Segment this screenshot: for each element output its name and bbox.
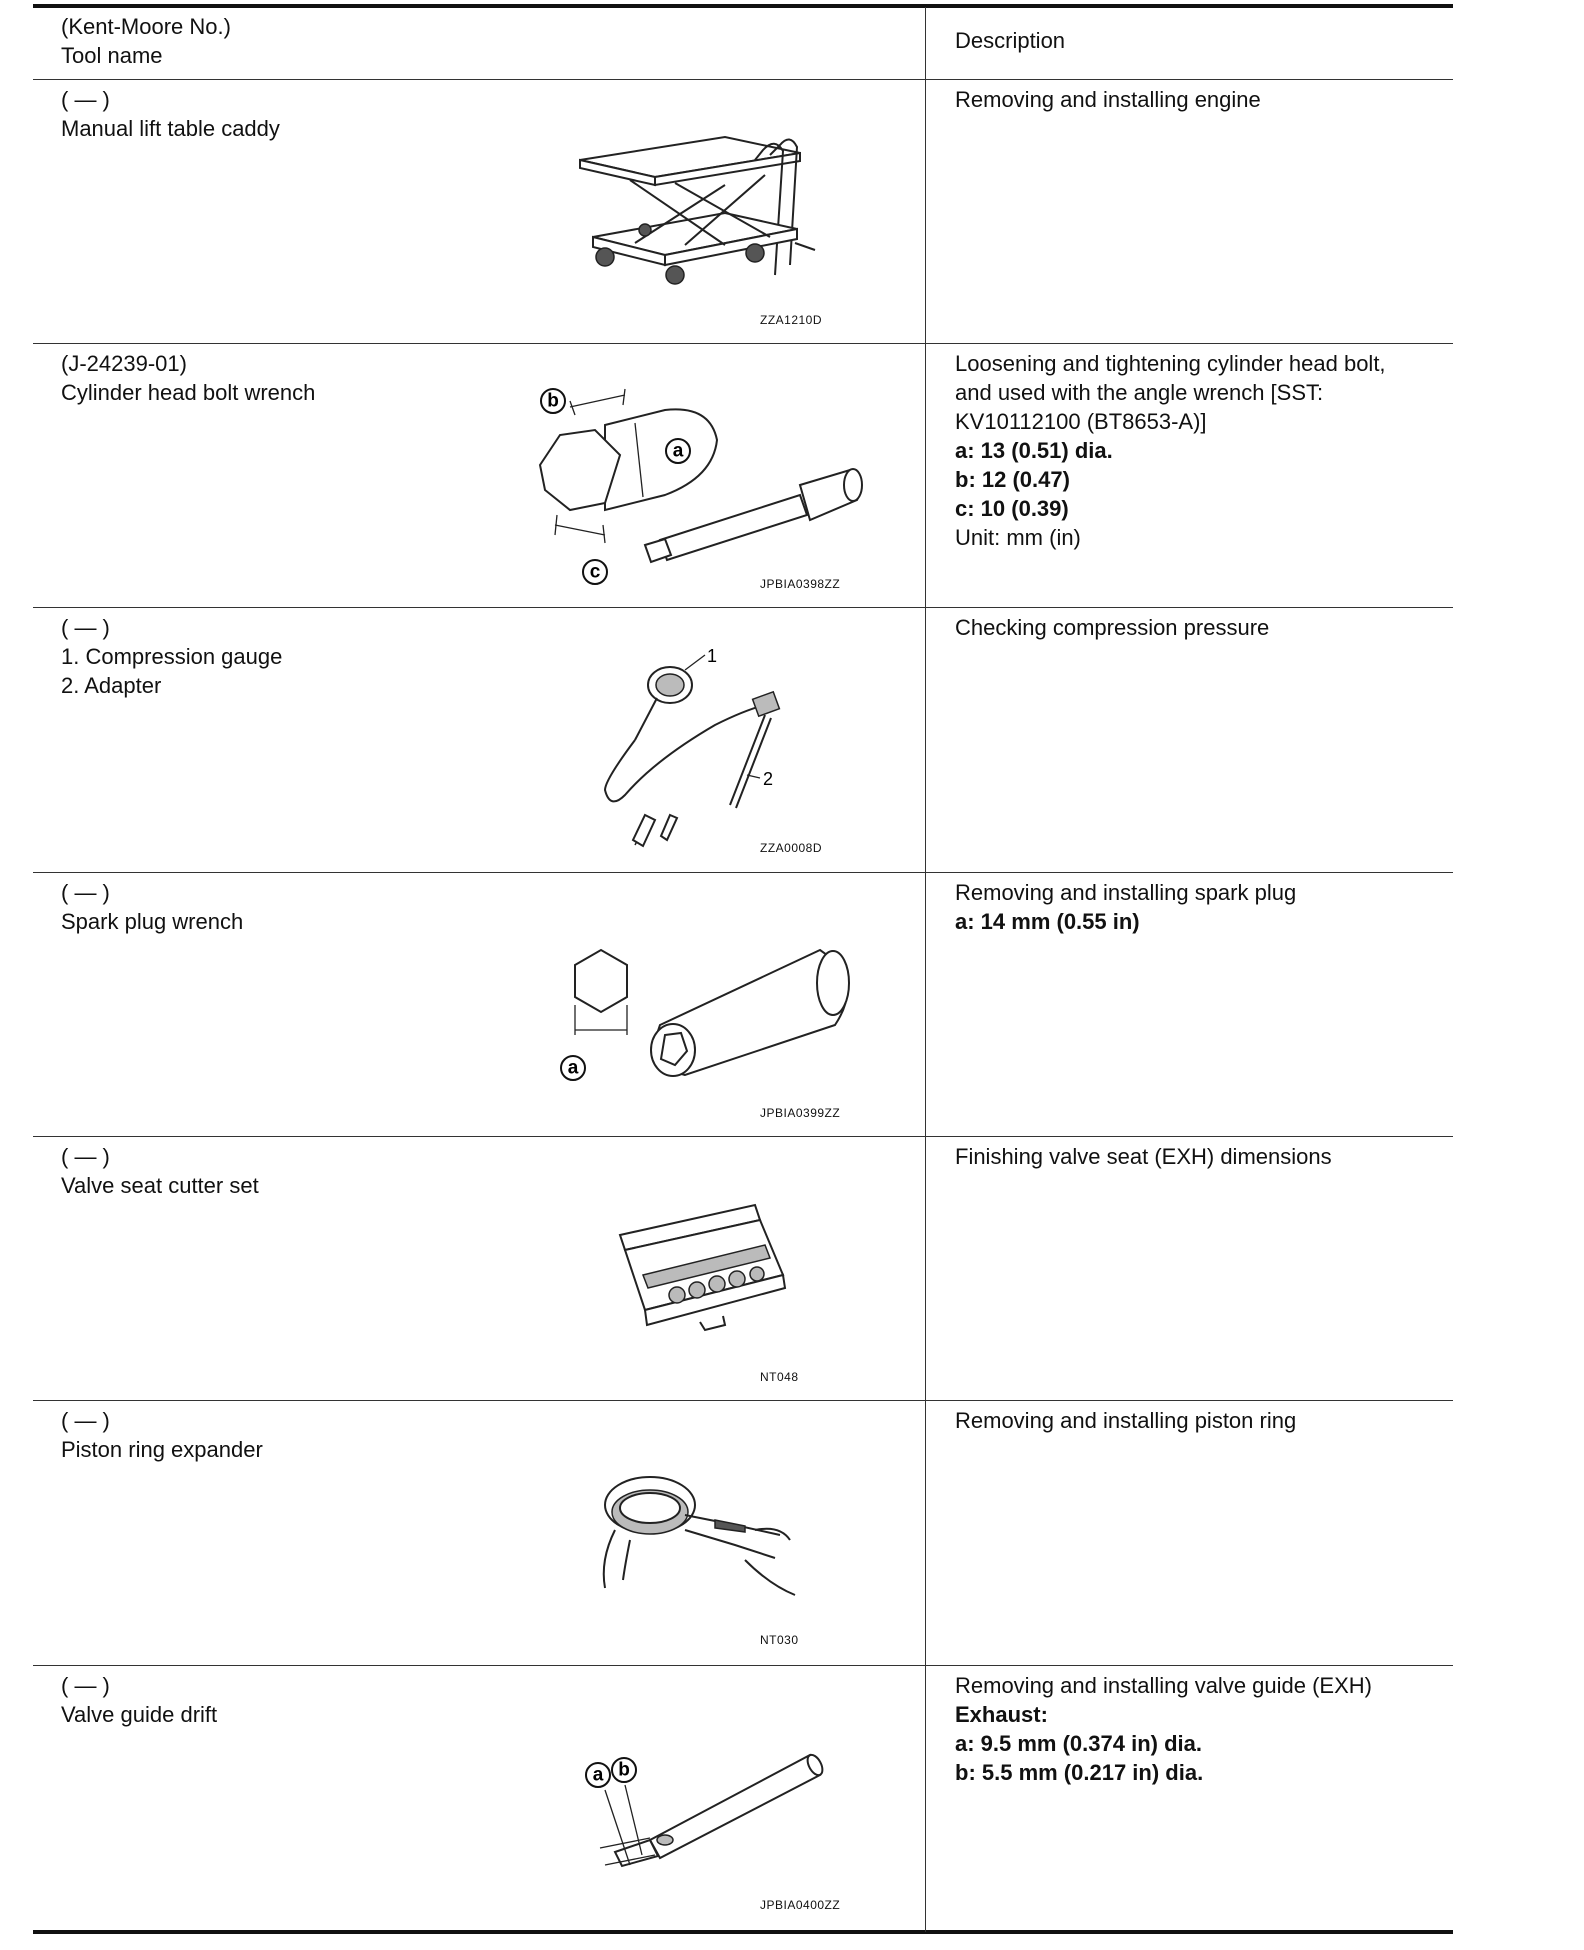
part-number: ( — )	[61, 880, 110, 905]
spark-plug-wrench-illustration	[535, 935, 875, 1095]
table-row	[61, 1142, 259, 1200]
tool-name: Valve guide drift	[61, 1702, 218, 1727]
description-line: Finishing valve seat (EXH) dimensions	[955, 1144, 1332, 1169]
label-b: b	[618, 1759, 630, 1781]
column-divider	[925, 7, 926, 1932]
dimension-a: a: 14 mm (0.55 in)	[955, 909, 1140, 934]
row-divider	[33, 1400, 1453, 1401]
table-row	[61, 349, 315, 407]
tool-name: 1. Compression gauge	[61, 644, 283, 669]
valve-guide-drift-illustration	[580, 1740, 830, 1880]
label-a: a	[672, 440, 684, 462]
description-line: Loosening and tightening cylinder head bolt,	[955, 351, 1386, 376]
dimension-c: c: 10 (0.39)	[955, 496, 1069, 521]
tool-description	[955, 878, 1425, 936]
description-line: Removing and installing piston ring	[955, 1408, 1297, 1433]
part-number: ( — )	[61, 87, 110, 112]
tool-name: Cylinder head bolt wrench	[61, 380, 316, 405]
figure-code: ZZA0008D	[760, 841, 823, 855]
label-a: a	[592, 1764, 604, 1786]
row-divider	[33, 343, 1453, 344]
row-divider	[33, 607, 1453, 608]
figure-code: JPBIA0399ZZ	[760, 1106, 841, 1120]
part-number: ( — )	[61, 1408, 110, 1433]
row-divider	[33, 1665, 1453, 1666]
tool-name: Valve seat cutter set	[61, 1173, 259, 1198]
section-label: Exhaust:	[955, 1702, 1048, 1727]
figure-code: ZZA1210D	[760, 313, 823, 327]
tool-description	[955, 85, 1425, 114]
lift-table-illustration	[575, 125, 825, 335]
compression-gauge-illustration	[595, 646, 795, 855]
table-row	[61, 613, 282, 700]
row-divider	[33, 1136, 1453, 1137]
description-line: KV10112100 (BT8653-A)]	[955, 409, 1207, 434]
part-number: (J-24239-01)	[61, 351, 187, 376]
part-number: ( — )	[61, 615, 110, 640]
figure-code: JPBIA0398ZZ	[760, 577, 841, 591]
dimension-b: b: 12 (0.47)	[955, 467, 1070, 492]
table-row	[61, 1671, 217, 1729]
header-kent-moore-label: (Kent-Moore No.)	[61, 14, 231, 39]
label-a: a	[567, 1057, 579, 1079]
tool-description	[955, 349, 1425, 552]
tool-description	[955, 1142, 1425, 1171]
dimension-a: a: 9.5 mm (0.374 in) dia.	[955, 1731, 1202, 1756]
header-description-label: Description	[955, 28, 1066, 53]
unit-note: Unit: mm (in)	[955, 525, 1081, 550]
figure-code: NT048	[760, 1370, 799, 1384]
label-b: b	[547, 390, 559, 412]
header-tool-name-label: Tool name	[61, 43, 163, 68]
description-line: Checking compression pressure	[955, 615, 1270, 640]
table-row	[61, 878, 243, 936]
part-number: ( — )	[61, 1673, 110, 1698]
description-line: and used with the angle wrench [SST:	[955, 380, 1324, 405]
head-bolt-wrench-illustration	[535, 385, 875, 600]
row-divider	[33, 872, 1453, 873]
figure-code: JPBIA0400ZZ	[760, 1898, 841, 1912]
tool-description	[955, 1406, 1425, 1435]
part-number: ( — )	[61, 1144, 110, 1169]
tool-name: Manual lift table caddy	[61, 116, 280, 141]
header-tool-column	[61, 12, 231, 70]
table-bottom-rule	[33, 1930, 1453, 1934]
tool-description	[955, 613, 1425, 642]
description-line: Removing and installing engine	[955, 87, 1261, 112]
callout-1: 1	[707, 646, 718, 666]
table-row	[61, 85, 280, 143]
dimension-a: a: 13 (0.51) dia.	[955, 438, 1113, 463]
description-line: Removing and installing spark plug	[955, 880, 1297, 905]
figure-code: NT030	[760, 1633, 799, 1647]
tool-name: Piston ring expander	[61, 1437, 263, 1462]
valve-seat-cutter-set-illustration	[615, 1200, 800, 1340]
tool-name: Spark plug wrench	[61, 909, 244, 934]
label-c: c	[589, 561, 601, 583]
table-row	[61, 1406, 263, 1464]
callout-2: 2	[763, 769, 774, 789]
tool-name: 2. Adapter	[61, 673, 162, 698]
piston-ring-expander-illustration	[595, 1470, 805, 1610]
row-divider	[33, 79, 1453, 80]
dimension-b: b: 5.5 mm (0.217 in) dia.	[955, 1760, 1204, 1785]
description-line: Removing and installing valve guide (EXH)	[955, 1673, 1372, 1698]
tool-description	[955, 1671, 1425, 1787]
table-top-rule	[33, 4, 1453, 8]
